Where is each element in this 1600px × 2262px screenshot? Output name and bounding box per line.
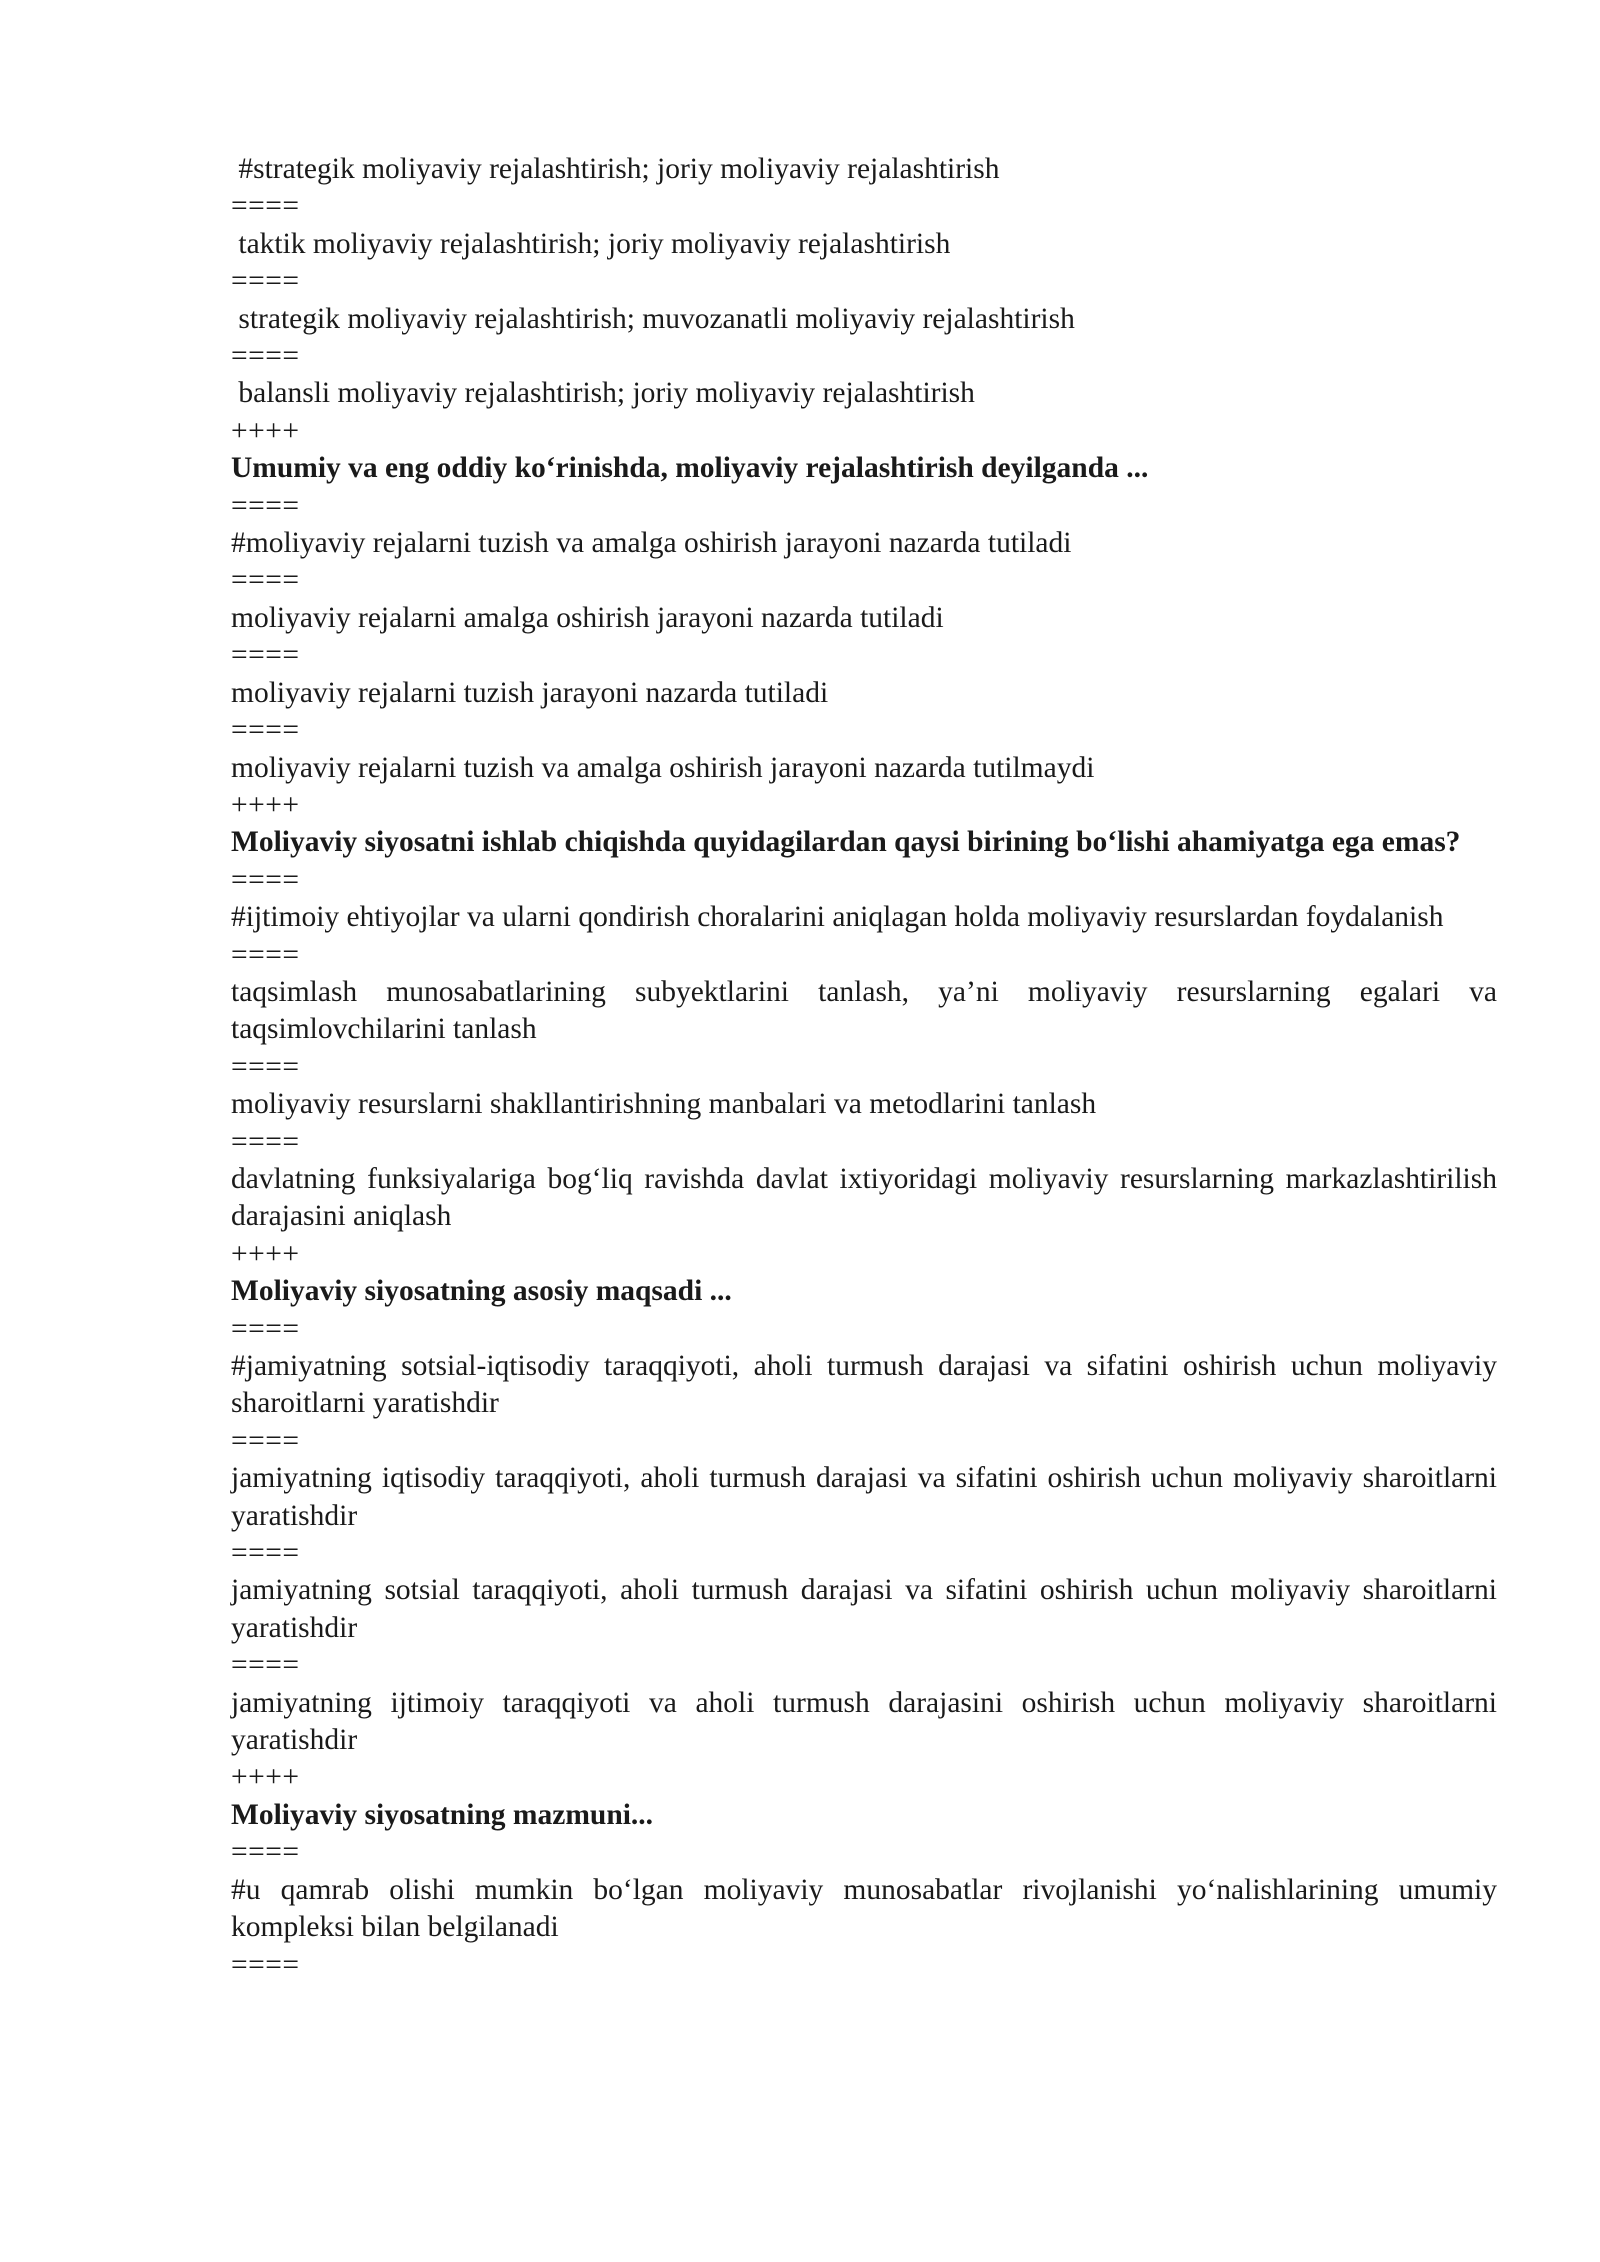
option-separator: ==== [231,1649,300,1682]
option-separator: ==== [231,564,300,597]
option-separator: ==== [231,1948,300,1981]
question-text: Umumiy va eng oddiy ko‘rinishda, moliyaviy rejalashtirish deyilganda ... [231,452,1149,485]
answer-option: #u qamrab olishi mumkin bo‘lgan moliyaviy munosabatlar rivojlanishi yo‘nalishlarining umumiy kompleksi bilan belgilanadi [231,1873,1505,1944]
option-separator: ==== [231,190,300,223]
question-text: Moliyaviy siyosatni ishlab chiqishda quyidagilardan qaysi birining bo‘lishi ahamiyatga ega emas? [231,826,1461,859]
answer-option: #strategik moliyaviy rejalashtirish; joriy moliyaviy rejalashtirish [231,153,1000,185]
document-page [231,151,1505,1984]
answer-option: moliyaviy rejalarni tuzish jarayoni nazarda tutiladi [231,676,829,709]
answer-option: taktik moliyaviy rejalashtirish; joriy moliyaviy rejalashtirish [231,227,951,260]
option-separator: ==== [231,1312,300,1345]
option-separator: ==== [231,1125,300,1158]
option-separator: ==== [231,340,300,373]
option-separator: ==== [231,938,300,971]
answer-option: balansli moliyaviy rejalashtirish; joriy moliyaviy rejalashtirish [231,377,975,410]
option-separator: ==== [231,489,300,522]
question-text: Moliyaviy siyosatning asosiy maqsadi ... [231,1275,732,1308]
option-separator: ==== [231,1836,300,1869]
answer-option: taqsimlash munosabatlarining subyektlarini tanlash, ya’ni moliyaviy resurslarning egalari va taqsimlovchilarini tanlash [231,975,1505,1046]
answer-option: #moliyaviy rejalarni tuzish va amalga oshirish jarayoni nazarda tutiladi [231,527,1072,560]
option-separator: ==== [231,265,300,298]
question-separator: ++++ [231,414,300,447]
option-separator: ==== [231,639,300,672]
answer-option: jamiyatning sotsial taraqqiyoti, aholi turmush darajasi va sifatini oshirish uchun moliyaviy sharoitlarni yaratishdir [231,1574,1505,1644]
answer-option: jamiyatning ijtimoiy taraqqiyoti va aholi turmush darajasini oshirish uchun moliyaviy sharoitlarni yaratishdir [231,1686,1505,1757]
question-separator: ++++ [231,788,300,821]
option-separator: ==== [231,863,300,896]
answer-option: moliyaviy rejalarni amalga oshirish jarayoni nazarda tutiladi [231,601,944,634]
answer-option: #ijtimoiy ehtiyojlar va ularni qondirish choralarini aniqlagan holda moliyaviy resurslardan foydalanish [231,901,1444,934]
question-text: Moliyaviy siyosatning mazmuni... [231,1798,654,1831]
answer-option: jamiyatning iqtisodiy taraqqiyoti, aholi turmush darajasi va sifatini oshirish uchun moliyaviy sharoitlarni yaratishdir [231,1462,1505,1532]
option-separator: ==== [231,1537,300,1570]
question-separator: ++++ [231,1237,300,1270]
answer-option: #jamiyatning sotsial-iqtisodiy taraqqiyoti, aholi turmush darajasi va sifatini oshirish uchun moliyaviy sharoitlarni yaratishdir [231,1350,1505,1420]
question-separator: ++++ [231,1761,300,1794]
option-separator: ==== [231,1050,300,1083]
answer-option: moliyaviy rejalarni tuzish va amalga oshirish jarayoni nazarda tutilmaydi [231,751,1095,784]
answer-option: moliyaviy resurslarni shakllantirishning manbalari va metodlarini tanlash [231,1088,1097,1121]
option-separator: ==== [231,714,300,747]
option-separator: ==== [231,1424,300,1457]
answer-option: davlatning funksiyalariga bog‘liq ravishda davlat ixtiyoridagi moliyaviy resurslarning markazlashtirilish darajasini aniqlash [231,1162,1505,1233]
answer-option: strategik moliyaviy rejalashtirish; muvozanatli moliyaviy rejalashtirish [231,302,1075,335]
